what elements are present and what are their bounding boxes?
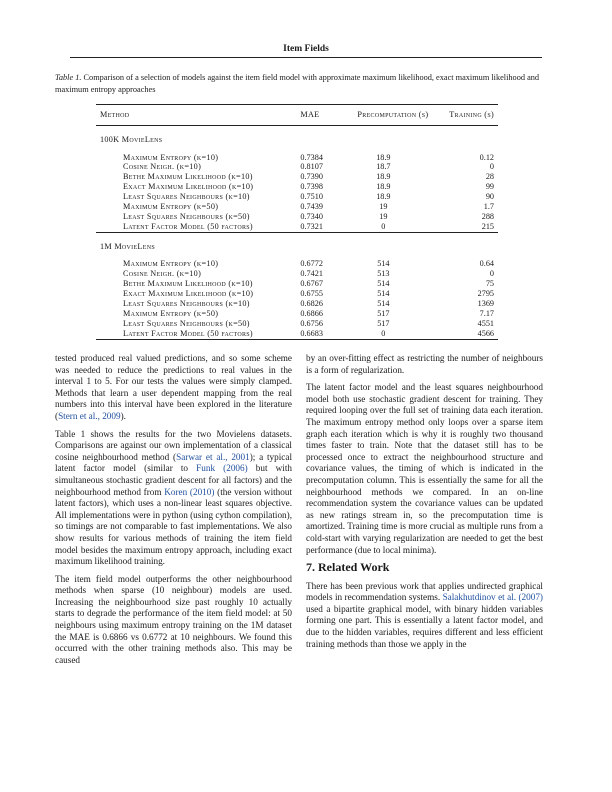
- table-header-row: [96, 105, 498, 126]
- table-caption: [55, 72, 557, 96]
- text: but with simultaneous stochastic gradient descent for all factors) and the neighbourhood method from: [55, 463, 292, 497]
- method-cell: Exact Maximum Likelihood (k=10): [123, 288, 254, 298]
- mae-cell: 0.8107: [300, 162, 323, 172]
- citation-link[interactable]: Sarwar et al., 2001: [176, 451, 250, 462]
- training-cell: 0.64: [479, 259, 494, 269]
- section-heading: 7. Related Work: [306, 560, 390, 575]
- left-column: [55, 353, 292, 672]
- mae-cell: 0.7321: [300, 221, 323, 231]
- precomputation-cell: 18.9: [376, 172, 391, 182]
- group-label: 1M MovieLens: [100, 241, 155, 251]
- mae-cell: 0.7421: [300, 269, 323, 279]
- header-precomputation: Precomputation (s): [357, 110, 429, 119]
- caption-text: Comparison of a selection of models against the item field model with approximate maximum likelihood, exact maximum likelihood and maximum entropy approaches: [55, 73, 540, 94]
- paragraph: [306, 581, 543, 651]
- training-cell: 7.17: [479, 308, 494, 318]
- mae-cell: 0.6756: [300, 318, 323, 328]
- precomputation-cell: 0: [381, 221, 386, 231]
- table-row: [96, 259, 498, 269]
- precomputation-cell: 18.9: [376, 182, 391, 192]
- paragraph: The latent factor model and the least squares neighbourhood model both use stochastic gradient descent for training. They required looping over the full set of training data each iteration. The maximum entropy method only loops over a sparse item graph each iteration which is why it is roughly two thousand times faster to train. Note that the dataset still has to be processed once to extract the neighbourhood structure and covariance values, the timing of which is indicated in the precomputation column. This is essentially the same for all the neighbourhood methods we compared. In an on-line recommendation system the covariance values can be updated as new ratings stream in, so the precomputation time is amortized. Training time is more crucial as multiple runs from a cold-start with varying regularization are needed to get the best performance (due to local minima).: [306, 382, 543, 555]
- group-label: 100K MovieLens: [100, 135, 163, 144]
- mae-cell: 0.7384: [300, 152, 323, 162]
- paragraph: [55, 353, 292, 423]
- table-row: [96, 329, 498, 339]
- header-training: Training (s): [449, 110, 494, 119]
- method-cell: Bethe Maximum Likelihood (k=10): [123, 279, 253, 289]
- table-row: [96, 269, 498, 279]
- method-cell: Maximum Entropy (k=50): [123, 308, 219, 318]
- method-cell: Bethe Maximum Likelihood (k=10): [123, 172, 253, 182]
- mae-cell: 0.6683: [300, 328, 323, 338]
- table-body: [96, 126, 498, 340]
- mae-cell: 0.6772: [300, 259, 323, 269]
- table-row: [96, 319, 498, 329]
- text: used a bipartite graphical model, with binary hidden variables forming one part. This is essentially a latent factor model, and due to the hidden variables, requires different and less efficient training methods than those we apply in the: [306, 603, 543, 649]
- method-cell: Cosine Neigh. (k=10): [123, 162, 202, 172]
- method-cell: Least Squares Neighbours (k=50): [123, 211, 250, 221]
- training-cell: 28: [485, 172, 494, 182]
- training-cell: 0: [489, 269, 494, 279]
- method-cell: Maximum Entropy (k=50): [123, 202, 219, 212]
- mae-cell: 0.7390: [300, 172, 323, 182]
- mae-cell: 0.6826: [300, 298, 323, 308]
- precomputation-cell: 19: [379, 211, 388, 221]
- mae-cell: 0.6767: [300, 279, 323, 289]
- table-group-row: [96, 126, 498, 153]
- text: There has been previous work that applies undirected graphical models in recommendation systems.: [306, 580, 543, 603]
- precomputation-cell: 514: [377, 298, 390, 308]
- text: ); a typical latent factor model (similar to: [55, 451, 292, 474]
- training-cell: 4566: [477, 328, 494, 338]
- training-cell: 99: [485, 182, 494, 192]
- text: ).: [120, 410, 126, 421]
- mae-cell: 0.7398: [300, 182, 323, 192]
- running-head: Item Fields: [283, 44, 329, 54]
- precomputation-cell: 514: [377, 279, 390, 289]
- citation-link[interactable]: Stern et al., 2009: [58, 410, 121, 421]
- precomputation-cell: 18.9: [376, 192, 391, 202]
- paragraph: [55, 429, 292, 568]
- header-mae: MAE: [300, 110, 320, 119]
- method-cell: Latent Factor Model (50 factors): [123, 221, 253, 231]
- mae-cell: 0.6755: [300, 288, 323, 298]
- table-row: [96, 309, 498, 319]
- header-method: Method: [100, 110, 130, 119]
- training-cell: 1369: [477, 298, 494, 308]
- method-cell: Cosine Neigh. (k=10): [123, 269, 202, 279]
- training-cell: 2795: [477, 288, 494, 298]
- training-cell: 4551: [477, 318, 494, 328]
- table-row: [96, 212, 498, 222]
- results-table: [96, 104, 498, 340]
- training-cell: 1.7: [483, 202, 494, 212]
- table-row: [96, 162, 498, 172]
- table-row: [96, 289, 498, 299]
- table-row: [96, 192, 498, 202]
- table-row: [96, 153, 498, 163]
- mae-cell: 0.7340: [300, 211, 323, 221]
- mae-cell: 0.7510: [300, 192, 323, 202]
- training-cell: 288: [481, 211, 494, 221]
- method-cell: Maximum Entropy (k=10): [123, 259, 219, 269]
- precomputation-cell: 18.9: [376, 152, 391, 162]
- precomputation-cell: 517: [377, 308, 390, 318]
- results-table-container: [96, 104, 498, 340]
- method-cell: Maximum Entropy (k=10): [123, 152, 219, 162]
- precomputation-cell: 514: [377, 288, 390, 298]
- mae-cell: 0.7439: [300, 202, 323, 212]
- paragraph: by an over-fitting effect as restricting the number of neighbours is a form of regularization.: [306, 353, 543, 375]
- method-cell: Latent Factor Model (50 factors): [123, 328, 253, 338]
- caption-label: Table 1.: [55, 73, 82, 82]
- method-cell: Least Squares Neighbours (k=50): [123, 318, 250, 328]
- training-cell: 0.12: [479, 152, 494, 162]
- training-cell: 0: [489, 162, 494, 172]
- precomputation-cell: 517: [377, 318, 390, 328]
- precomputation-cell: 0: [381, 328, 386, 338]
- table-row: [96, 299, 498, 309]
- right-column: [306, 353, 543, 656]
- mae-cell: 0.6866: [300, 308, 323, 318]
- method-cell: Least Squares Neighbours (k=10): [123, 192, 250, 202]
- method-cell: Exact Maximum Likelihood (k=10): [123, 182, 254, 192]
- paragraph: The item field model outperforms the other neighbourhood methods when sparse (10 neighbour) models are used. Increasing the neighbourhood size past roughly 10 actually starts to degrade the performance of the item field model: at 50 neighbours using maximum entropy training on the 1M dataset the MAE is 0.6866 vs 0.6772 at 10 neighbours. We found this occurred with the other training methods also. This may be caused: [55, 573, 292, 665]
- text: tested produced real valued predictions, and so some scheme was needed to reduce the predictions to real values in the interval 1 to 5. For our tests the values were simply clamped. Methods that learn a user dependent mapping from the real numbers into this interval have been explored in the literature (: [55, 353, 292, 421]
- table-row: [96, 172, 498, 182]
- precomputation-cell: 18.7: [376, 162, 391, 172]
- table-group-row: [96, 232, 498, 259]
- table-row: [96, 222, 498, 232]
- precomputation-cell: 513: [377, 269, 390, 279]
- training-cell: 90: [485, 192, 494, 202]
- precomputation-cell: 19: [379, 202, 388, 212]
- text: (the version without latent factors), which uses a non-linear least squares objective. All implementations were in python (using cython compilation), so timings are not comparable to fast implementations. We also show results for various methods of training the item field model besides the maximum entropy approach, including exact maximum likelihood training.: [55, 486, 293, 567]
- citation-link[interactable]: Salakhutdinov et al. (2007): [442, 592, 543, 603]
- table-row: [96, 202, 498, 212]
- table-row: [96, 279, 498, 289]
- training-cell: 215: [481, 221, 494, 231]
- table-row: [96, 182, 498, 192]
- citation-link[interactable]: Funk (2006): [196, 463, 248, 474]
- text: Table 1 shows the results for the two Movielens datasets. Comparisons are against our own implementation of a classical cosine neighbourhood method (: [55, 428, 292, 462]
- header-rule: [70, 57, 542, 58]
- method-cell: Least Squares Neighbours (k=10): [123, 298, 250, 308]
- training-cell: 75: [485, 279, 494, 289]
- precomputation-cell: 514: [377, 259, 390, 269]
- citation-link[interactable]: Koren (2010): [164, 486, 215, 497]
